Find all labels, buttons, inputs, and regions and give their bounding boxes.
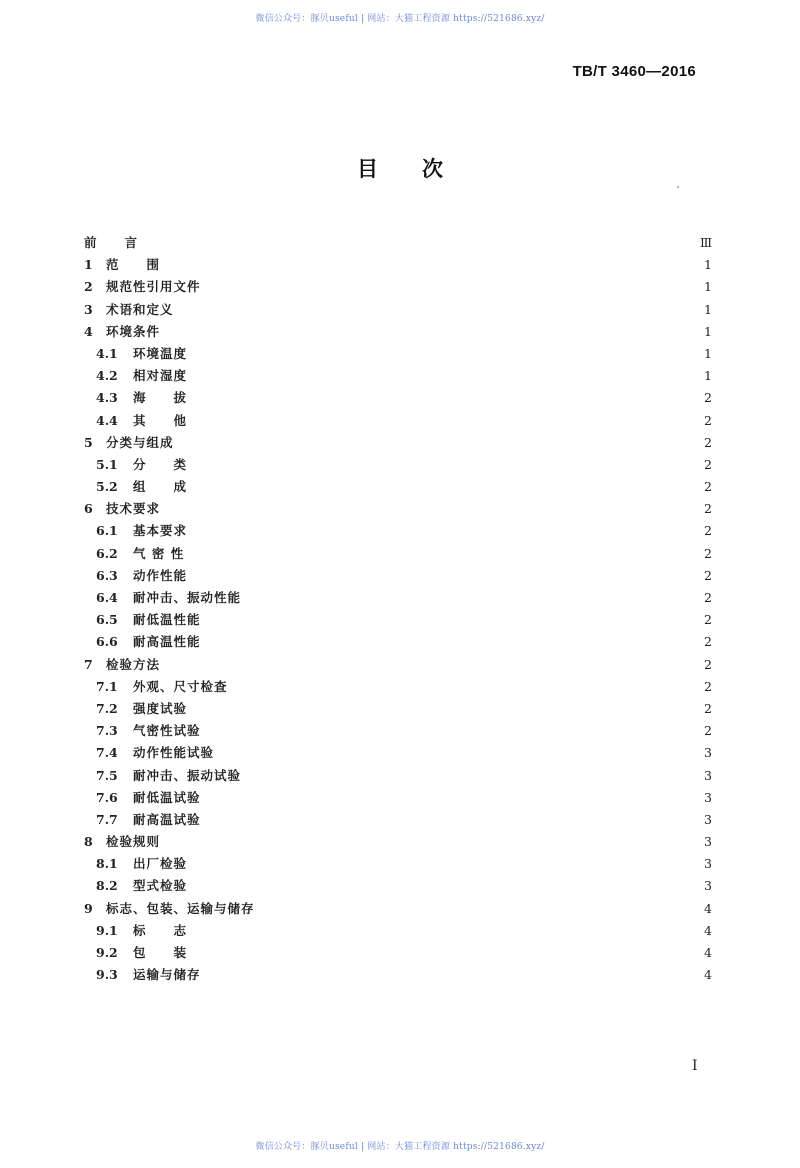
- toc-entry-page: 2: [704, 723, 712, 739]
- toc-entry-number: 8.1: [96, 856, 118, 872]
- dot-leader: [191, 387, 692, 409]
- toc-entry-number: 3: [84, 301, 93, 317]
- toc-entry-number: 8: [84, 834, 93, 850]
- toc-entry-label: 外观、尺寸检查: [133, 678, 228, 694]
- toc-entry[interactable]: [84, 765, 712, 787]
- toc-entry[interactable]: [84, 299, 712, 321]
- dot-leader: [205, 609, 692, 631]
- toc-entry-label: 出厂检验: [133, 856, 188, 872]
- standard-code: TB/T 3460—2016: [572, 63, 696, 80]
- toc-entry-page: Ⅲ: [699, 235, 712, 250]
- toc-entry-number: 7.1: [96, 678, 118, 694]
- toc-entry-page: 2: [704, 479, 712, 495]
- toc-entry-label: 标 志: [133, 922, 188, 938]
- toc-entry-label: 海 拔: [133, 390, 188, 406]
- watermark-bottom: 微信公众号：豚贝useful | 网站：大猫工程资源 https://521686.xyz/: [255, 1142, 545, 1152]
- toc-entry-label: 气 密 性: [133, 545, 185, 561]
- dot-leader: [164, 654, 692, 676]
- toc-entry-label: 分 类: [133, 456, 188, 472]
- toc-entry-number: 7.7: [96, 811, 118, 827]
- toc-entry-label: 运输与储存: [133, 967, 201, 983]
- toc-entry-page: 3: [704, 878, 712, 894]
- dot-leader: [191, 476, 692, 498]
- toc-entry[interactable]: [84, 254, 712, 276]
- toc-entry-number: 4: [84, 323, 93, 339]
- toc-entry[interactable]: [84, 898, 712, 920]
- dot-leader: [205, 964, 692, 986]
- toc-entry[interactable]: [84, 831, 712, 853]
- toc-entry-number: 4.2: [96, 368, 118, 384]
- toc-entry-number: 7.5: [96, 767, 118, 783]
- toc-entry-number: 5.1: [96, 456, 118, 472]
- toc-entry[interactable]: [84, 410, 712, 432]
- toc-entry-number: 9: [84, 900, 93, 916]
- toc-entry-number: 9.1: [96, 922, 118, 938]
- dot-leader: [142, 232, 692, 254]
- toc-entry[interactable]: [84, 631, 712, 653]
- dot-leader: [245, 587, 692, 609]
- dot-leader: [259, 898, 692, 920]
- toc-entry-number: 9.2: [96, 945, 118, 960]
- toc-entry-label: 组 成: [133, 479, 188, 495]
- toc-entry[interactable]: [84, 720, 712, 742]
- toc-entry-number: 2: [84, 279, 93, 295]
- toc-entry-label: 耐低温试验: [133, 789, 201, 805]
- toc-entry-number: 7: [84, 656, 93, 672]
- toc-entry-page: 1: [704, 345, 712, 361]
- toc-entry-label: 环境温度: [133, 345, 188, 361]
- toc-entry-page: 2: [704, 456, 712, 472]
- toc-entry-page: 2: [704, 501, 712, 517]
- toc-entry-label: 耐高温试验: [133, 811, 201, 827]
- toc-entry-number: 9.3: [96, 967, 118, 983]
- toc-entry[interactable]: [84, 343, 712, 365]
- toc-entry-label: 耐冲击、振动试验: [133, 767, 242, 783]
- toc-entry[interactable]: [84, 809, 712, 831]
- toc-entry-page: 2: [704, 656, 712, 672]
- toc-entry-page: 1: [704, 279, 712, 295]
- toc-entry-page: 3: [704, 834, 712, 850]
- toc-entry-number: 5.2: [96, 479, 118, 495]
- dot-leader: [164, 831, 692, 853]
- toc-entry[interactable]: [84, 853, 712, 875]
- toc-entry-page: 4: [704, 922, 712, 938]
- toc-entry-number: 7.4: [96, 745, 118, 761]
- toc-entry-label: 术语和定义: [106, 301, 174, 317]
- dot-leader: [191, 876, 692, 898]
- dot-leader: [205, 809, 692, 831]
- dot-leader: [191, 853, 692, 875]
- dot-leader: [164, 498, 692, 520]
- dot-leader: [218, 742, 692, 764]
- toc-entry[interactable]: [84, 654, 712, 676]
- toc-entry-number: 8.2: [96, 878, 118, 894]
- toc-entry-label: 气密性试验: [133, 723, 201, 739]
- toc-entry-page: 4: [704, 900, 712, 916]
- toc-entry-page: 2: [704, 590, 712, 605]
- toc-entry-label: 基本要求: [133, 523, 188, 539]
- scan-speck: [677, 186, 679, 188]
- toc-entry[interactable]: [84, 920, 712, 942]
- toc-entry-page: 1: [704, 301, 712, 317]
- toc-entry-page: 4: [704, 967, 712, 983]
- toc-entry-number: 1: [84, 257, 93, 273]
- toc-entry-number: 4.4: [96, 412, 118, 428]
- toc-entry-page: 2: [704, 567, 712, 583]
- toc-entry-number: 4.3: [96, 390, 118, 406]
- toc-entry-page: 2: [704, 678, 712, 694]
- toc-entry[interactable]: [84, 232, 712, 254]
- table-of-contents: [84, 232, 712, 986]
- toc-entry-page: 1: [704, 368, 712, 384]
- toc-entry-number: 6.4: [96, 590, 118, 605]
- toc-entry[interactable]: [84, 942, 712, 964]
- toc-entry-label: 环境条件: [106, 323, 161, 339]
- toc-entry[interactable]: [84, 964, 712, 986]
- toc-entry[interactable]: [84, 321, 712, 343]
- toc-entry-label: 包 装: [133, 945, 188, 960]
- toc-entry-number: 7.3: [96, 723, 118, 739]
- toc-entry-label: 检验方法: [106, 656, 161, 672]
- toc-entry[interactable]: [84, 698, 712, 720]
- toc-entry[interactable]: [84, 875, 712, 897]
- toc-entry-label: 检验规则: [106, 834, 161, 850]
- toc-entry-label: 标志、包装、运输与储存: [106, 900, 255, 916]
- toc-entry-page: 3: [704, 856, 712, 872]
- dot-leader: [205, 631, 692, 653]
- toc-entry-number: 7.6: [96, 789, 118, 805]
- page-title: 目次: [357, 157, 487, 181]
- toc-entry-label: 动作性能: [133, 567, 188, 583]
- dot-leader: [205, 720, 692, 742]
- toc-entry[interactable]: [84, 498, 712, 520]
- dot-leader: [178, 432, 692, 454]
- dot-leader: [191, 343, 692, 365]
- toc-entry-label: 强度试验: [133, 700, 188, 716]
- toc-entry-label: 型式检验: [133, 878, 188, 894]
- dot-leader: [178, 299, 692, 321]
- toc-entry-page: 2: [704, 612, 712, 628]
- toc-entry-label: 耐低温性能: [133, 612, 201, 628]
- toc-entry-label: 动作性能试验: [133, 745, 215, 761]
- dot-leader: [191, 565, 692, 587]
- toc-entry-page: 2: [704, 412, 712, 428]
- toc-entry-page: 2: [704, 545, 712, 561]
- toc-entry-page: 2: [704, 434, 712, 450]
- toc-entry-page: 2: [704, 700, 712, 716]
- dot-leader: [245, 765, 692, 787]
- dot-leader: [191, 920, 692, 942]
- toc-entry-label: 规范性引用文件: [106, 279, 201, 295]
- dot-leader: [191, 942, 692, 964]
- toc-entry-page: 3: [704, 745, 712, 761]
- toc-entry-number: 5: [84, 434, 93, 450]
- dot-leader: [164, 254, 692, 276]
- toc-entry[interactable]: [84, 476, 712, 498]
- toc-entry-number: 7.2: [96, 700, 118, 716]
- toc-entry[interactable]: [84, 432, 712, 454]
- toc-entry-label: 技术要求: [106, 501, 161, 517]
- dot-leader: [191, 698, 692, 720]
- toc-entry[interactable]: [84, 587, 712, 609]
- toc-entry[interactable]: [84, 365, 712, 387]
- toc-entry-label: 分类与组成: [106, 434, 174, 450]
- toc-entry-number: 4.1: [96, 345, 118, 361]
- toc-entry-number: 6.2: [96, 545, 118, 561]
- toc-entry-page: 2: [704, 634, 712, 650]
- toc-entry[interactable]: [84, 742, 712, 764]
- toc-entry-label: 范 围: [106, 257, 161, 273]
- toc-entry[interactable]: [84, 609, 712, 631]
- toc-entry-page: 1: [704, 257, 712, 273]
- toc-entry-page: 2: [704, 390, 712, 406]
- toc-entry[interactable]: [84, 787, 712, 809]
- watermark-top: 微信公众号：豚贝useful | 网站：大猫工程资源 https://521686.xyz/: [255, 14, 545, 24]
- toc-entry[interactable]: [84, 565, 712, 587]
- toc-entry-page: 1: [704, 323, 712, 339]
- dot-leader: [232, 676, 692, 698]
- toc-entry[interactable]: [84, 387, 712, 409]
- dot-leader: [191, 410, 692, 432]
- toc-entry-number: 6.1: [96, 523, 118, 539]
- dot-leader: [164, 321, 692, 343]
- toc-entry-label: 耐冲击、振动性能: [133, 590, 242, 605]
- toc-entry[interactable]: [84, 676, 712, 698]
- dot-leader: [205, 276, 692, 298]
- dot-leader: [191, 365, 692, 387]
- dot-leader: [191, 521, 692, 543]
- dot-leader: [191, 454, 692, 476]
- toc-entry-label: 其 他: [133, 412, 188, 428]
- toc-entry[interactable]: [84, 543, 712, 565]
- toc-entry-page: 3: [704, 767, 712, 783]
- toc-entry-label: 相对湿度: [133, 368, 188, 384]
- toc-entry-page: 4: [704, 945, 712, 960]
- toc-entry[interactable]: [84, 276, 712, 298]
- toc-entry-page: 3: [704, 789, 712, 805]
- dot-leader: [188, 543, 692, 565]
- toc-entry[interactable]: [84, 454, 712, 476]
- dot-leader: [205, 787, 692, 809]
- toc-entry-number: 6.6: [96, 634, 118, 650]
- page-folio: I: [692, 1058, 698, 1074]
- toc-entry-number: 6.5: [96, 612, 118, 628]
- toc-entry-label: 前 言: [84, 235, 139, 250]
- toc-entry[interactable]: [84, 520, 712, 542]
- toc-entry-label: 耐高温性能: [133, 634, 201, 650]
- toc-entry-page: 3: [704, 811, 712, 827]
- toc-entry-number: 6: [84, 501, 93, 517]
- toc-entry-number: 6.3: [96, 567, 118, 583]
- toc-entry-page: 2: [704, 523, 712, 539]
